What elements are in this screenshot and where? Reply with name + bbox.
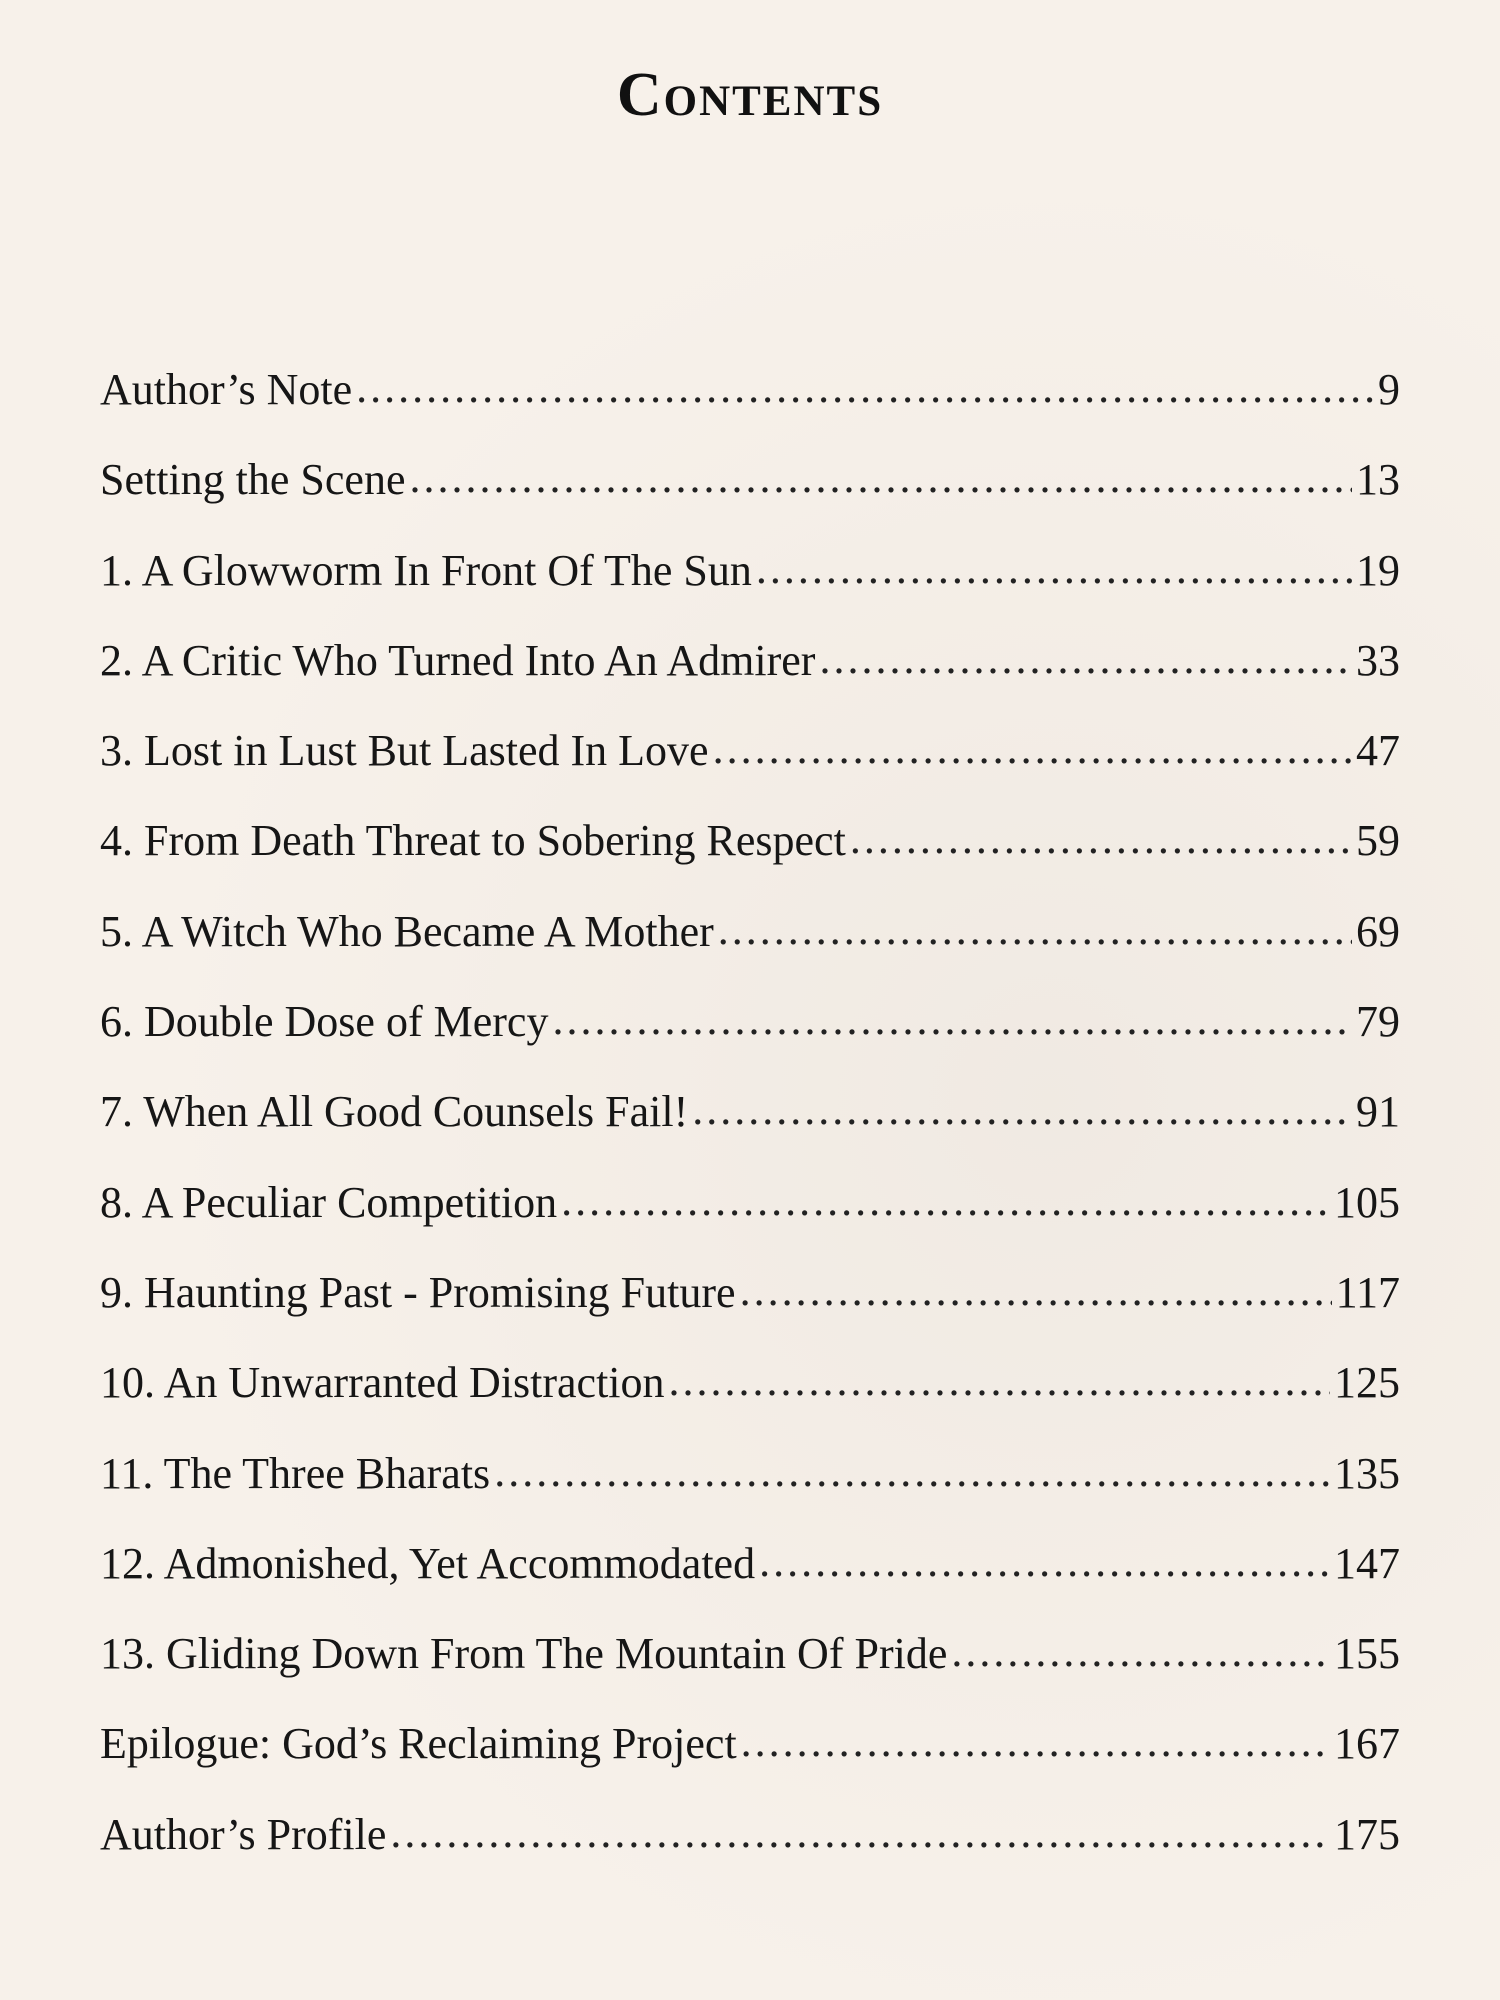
toc-entry xyxy=(100,526,1400,616)
dot-leader xyxy=(494,1427,1330,1517)
toc-entry xyxy=(100,1609,1400,1699)
dot-leader xyxy=(692,1065,1352,1155)
toc-entry-page: 33 xyxy=(1356,635,1400,685)
toc-entry-title: Setting the Scene xyxy=(100,455,406,505)
toc-entry-title: 4. From Death Threat to Sobering Respect xyxy=(100,816,846,866)
dot-leader xyxy=(951,1607,1330,1697)
dot-leader xyxy=(850,794,1352,884)
dot-leader xyxy=(741,1697,1330,1787)
page-title: Contents xyxy=(616,61,884,129)
toc-entry-page: 167 xyxy=(1334,1719,1400,1769)
toc-entry-title: 1. A Glowworm In Front Of The Sun xyxy=(100,545,752,595)
toc-entry xyxy=(100,1429,1400,1519)
toc-entry xyxy=(100,706,1400,796)
dot-leader xyxy=(410,433,1353,523)
dot-leader xyxy=(819,614,1352,704)
toc-entry-title: 10. An Unwarranted Distraction xyxy=(100,1358,665,1408)
dot-leader xyxy=(390,1788,1330,1878)
dot-leader xyxy=(713,704,1352,794)
toc-entry-title: Epilogue: God’s Reclaiming Project xyxy=(100,1719,737,1769)
table-of-contents xyxy=(100,345,1400,1880)
toc-entry xyxy=(100,796,1400,886)
toc-entry-title: 12. Admonished, Yet Accommodated xyxy=(100,1538,756,1588)
toc-entry-title: 8. A Peculiar Competition xyxy=(100,1177,558,1227)
dot-leader xyxy=(669,1336,1330,1426)
toc-entry-page: 59 xyxy=(1356,816,1400,866)
toc-entry-page: 13 xyxy=(1356,455,1400,505)
toc-entry-title: Author’s Note xyxy=(100,365,353,414)
dot-leader xyxy=(561,1156,1330,1246)
toc-entry xyxy=(100,977,1400,1067)
toc-entry-page: 9 xyxy=(1378,365,1400,414)
toc-entry-page: 47 xyxy=(1356,726,1400,776)
dot-leader xyxy=(759,1517,1330,1607)
toc-entry xyxy=(100,435,1400,525)
toc-entry xyxy=(100,1519,1400,1609)
toc-entry xyxy=(100,887,1400,977)
toc-entry-title: 7. When All Good Counsels Fail! xyxy=(100,1087,689,1137)
toc-entry-title: 5. A Witch Who Became A Mother xyxy=(100,906,714,956)
toc-entry-page: 19 xyxy=(1356,545,1400,595)
toc-entry-title: 9. Haunting Past - Promising Future xyxy=(100,1267,736,1317)
dot-leader xyxy=(756,524,1352,614)
toc-entry xyxy=(100,345,1400,435)
dot-leader xyxy=(356,343,1374,433)
toc-entry-page: 155 xyxy=(1334,1629,1400,1679)
toc-entry-title: 13. Gliding Down From The Mountain Of Pride xyxy=(100,1629,948,1679)
dot-leader xyxy=(718,885,1352,975)
toc-entry-page: 91 xyxy=(1356,1087,1400,1137)
toc-entry xyxy=(100,1699,1400,1789)
toc-entry-title: Author’s Profile xyxy=(100,1809,387,1859)
toc-entry xyxy=(100,1067,1400,1157)
dot-leader xyxy=(552,975,1352,1065)
toc-entry-page: 175 xyxy=(1334,1809,1400,1859)
toc-entry-page: 69 xyxy=(1356,906,1400,956)
toc-entry-page: 117 xyxy=(1335,1267,1400,1317)
toc-entry-title: 6. Double Dose of Mercy xyxy=(100,997,549,1047)
toc-entry xyxy=(100,1158,1400,1248)
toc-entry xyxy=(100,1248,1400,1338)
toc-entry xyxy=(100,1338,1400,1428)
toc-entry-page: 135 xyxy=(1334,1448,1400,1498)
toc-entry-page: 105 xyxy=(1334,1177,1400,1227)
dot-leader xyxy=(740,1246,1332,1336)
toc-entry-page: 147 xyxy=(1334,1538,1400,1588)
toc-entry-title: 2. A Critic Who Turned Into An Admirer xyxy=(100,635,816,685)
toc-entry-title: 3. Lost in Lust But Lasted In Love xyxy=(100,726,709,776)
toc-entry xyxy=(100,1790,1400,1880)
toc-entry-page: 79 xyxy=(1356,997,1400,1047)
toc-entry-page: 125 xyxy=(1334,1358,1400,1408)
toc-entry-title: 11. The Three Bharats xyxy=(100,1448,491,1498)
toc-entry xyxy=(100,616,1400,706)
